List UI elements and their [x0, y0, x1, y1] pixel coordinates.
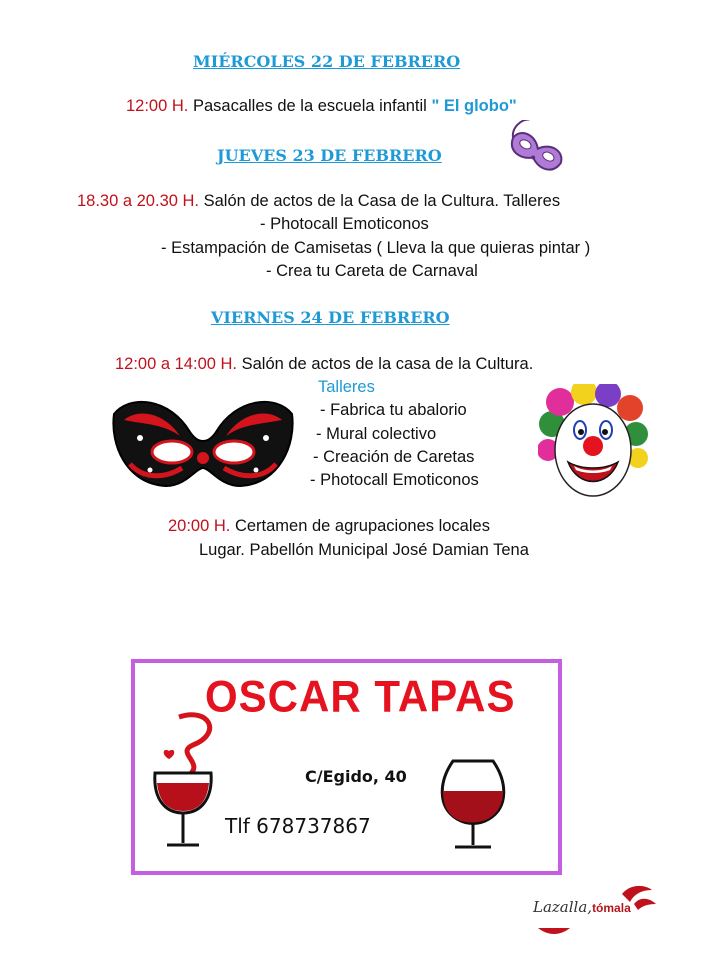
red-wine-glass-icon	[437, 757, 509, 857]
lazalla-logo-text	[533, 898, 631, 916]
ad-address: C/Egido, 40	[305, 767, 407, 786]
logo-script: Lazalla,	[533, 898, 593, 916]
thursday-event	[77, 192, 560, 211]
friday-text-2: Certamen de agrupaciones locales	[230, 517, 490, 535]
thursday-item-2: - Estampación de Camisetas ( Lleva la que quieras pintar )	[161, 239, 591, 257]
friday-item-1: - Fabrica tu abalorio	[320, 401, 467, 419]
friday-text-1: Salón de actos de la casa de la Cultura.	[237, 355, 534, 373]
purple-mask-icon	[500, 120, 570, 188]
ad-phone: Tlf 678737867	[225, 814, 371, 838]
wednesday-heading: MIÉRCOLES 22 DE FEBRERO	[193, 52, 461, 71]
logo-word: tómala	[592, 901, 631, 915]
oscar-tapas-ad	[131, 659, 562, 875]
carnival-mask-icon	[110, 394, 296, 494]
wednesday-event	[126, 97, 517, 116]
clown-icon	[538, 384, 648, 504]
friday-event-1	[115, 355, 533, 374]
ad-title: OSCAR TAPAS	[205, 671, 516, 722]
thursday-heading: JUEVES 23 DE FEBRERO	[217, 146, 442, 165]
wednesday-highlight: " El globo"	[431, 97, 517, 115]
wine-glass-swirl-icon	[149, 711, 225, 857]
friday-item-4: - Photocall Emoticonos	[310, 471, 479, 489]
friday-heading: VIERNES 24 DE FEBRERO	[211, 308, 450, 327]
wednesday-text: Pasacalles de la escuela infantil	[188, 97, 432, 115]
friday-time-2: 20:00 H.	[168, 517, 231, 535]
friday-place: Lugar. Pabellón Municipal José Damian Tena	[199, 541, 529, 559]
thursday-time: 18.30 a 20.30 H.	[77, 192, 200, 210]
friday-talleres-label: Talleres	[318, 378, 375, 396]
wednesday-time: 12:00 H.	[126, 97, 189, 115]
friday-item-3: - Creación de Caretas	[313, 448, 475, 466]
friday-item-2: - Mural colectivo	[316, 425, 437, 443]
thursday-text: Salón de actos de la Casa de la Cultura. Talleres	[199, 192, 561, 210]
thursday-item-3: - Crea tu Careta de Carnaval	[266, 262, 478, 280]
friday-time-1: 12:00 a 14:00 H.	[115, 355, 238, 373]
thursday-item-1: - Photocall Emoticonos	[260, 215, 429, 233]
friday-event-2	[168, 517, 490, 536]
